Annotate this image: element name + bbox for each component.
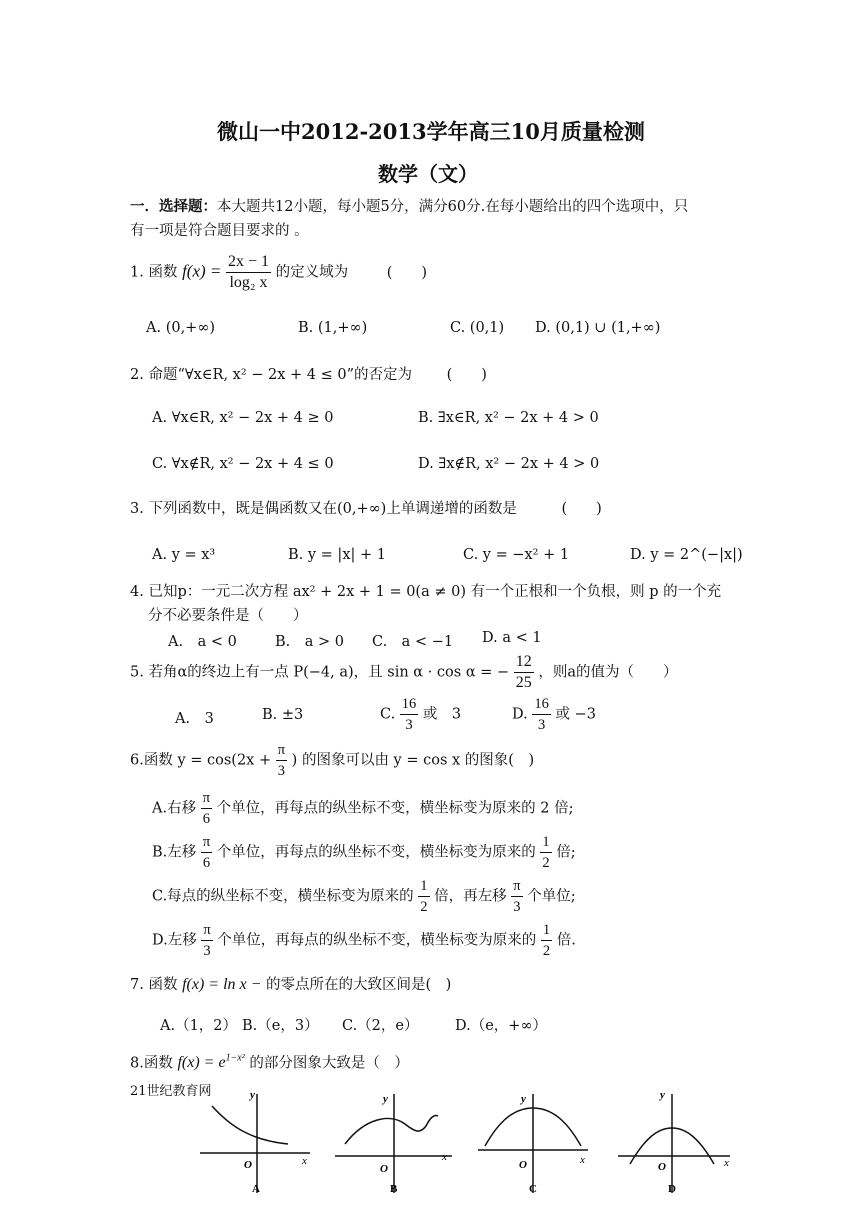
graph-c bbox=[478, 1093, 588, 1195]
q5-option-b: B. ±3 bbox=[262, 707, 304, 723]
q6-post: ) 的图象可以由 y = cos x 的图象( ) bbox=[291, 752, 535, 769]
q3-option-a: A. y = x³ bbox=[152, 547, 216, 563]
q7-pre: 函数 bbox=[148, 977, 178, 993]
q3-option-c: C. y = −x² + 1 bbox=[463, 547, 570, 563]
q6b-fd: 2 bbox=[542, 855, 550, 871]
q6-option-a bbox=[152, 788, 573, 829]
q6c-fn: 1 bbox=[418, 876, 429, 897]
q6-option-d bbox=[152, 920, 576, 961]
graph-b-x-label: x bbox=[442, 1151, 447, 1163]
q8-fx-base: f(x) = e bbox=[177, 1054, 226, 1072]
q6b-mid: 个单位，再每点的纵坐标不变，横坐标变为原来的 bbox=[216, 844, 536, 861]
q5-frac-den: 25 bbox=[515, 674, 532, 691]
q6-frac-num: π bbox=[276, 740, 287, 761]
graph-d-label: D bbox=[668, 1183, 676, 1195]
q2-option-c: C. ∀x∉R, x² − 2x + 4 ≤ 0 bbox=[152, 456, 334, 472]
q2-paren: ( ) bbox=[446, 367, 487, 383]
q6d-num: π bbox=[201, 920, 212, 941]
q6a-post: 个单位，再每点的纵坐标不变，横坐标变为原来的 2 倍; bbox=[216, 800, 574, 817]
q3-paren: ( ) bbox=[561, 501, 602, 517]
q6c-fd: 2 bbox=[420, 899, 428, 915]
q8-pre: 函数 bbox=[143, 1055, 173, 1072]
q6a-den: 6 bbox=[202, 811, 210, 827]
q6d-post: 倍. bbox=[556, 932, 576, 949]
watermark-text: 21世纪教育网 bbox=[130, 1084, 212, 1099]
q6d-frac bbox=[201, 920, 212, 961]
graph-d-x-label: x bbox=[724, 1157, 729, 1169]
q5-optd-frac bbox=[532, 694, 551, 735]
q6c-pre: C.每点的纵坐标不变，横坐标变为原来的 bbox=[152, 888, 414, 905]
q6d-fn: 1 bbox=[541, 920, 552, 941]
q6c-mid: 倍，再左移 bbox=[434, 888, 507, 905]
q5-frac-num: 12 bbox=[514, 652, 534, 673]
figure-graphs bbox=[190, 1088, 750, 1198]
q5-post: ，则a的值为（ ） bbox=[538, 664, 678, 681]
q2-option-d: D. ∃x∉R, x² − 2x + 4 > 0 bbox=[418, 456, 600, 472]
question-6 bbox=[130, 740, 534, 781]
graph-d bbox=[618, 1089, 730, 1195]
q5-optd-post: 或 −3 bbox=[555, 706, 596, 723]
q4-option-b: B. a > 0 bbox=[275, 634, 345, 650]
q6d-fd: 2 bbox=[542, 943, 551, 959]
graph-c-y-label: y bbox=[521, 1093, 526, 1105]
graph-a-y-label: y bbox=[250, 1089, 255, 1101]
q5-optd-den: 3 bbox=[537, 717, 546, 733]
q6d-pre: D.左移 bbox=[152, 932, 197, 949]
q3-number: 3. bbox=[130, 501, 144, 517]
q6-frac-den: 3 bbox=[277, 763, 286, 779]
section-desc-line2: 有一项是符合题目要求的 。 bbox=[130, 223, 309, 239]
q1-number: 1. bbox=[130, 264, 144, 281]
q7-fx: f(x) = ln x − bbox=[182, 976, 262, 993]
question-3 bbox=[130, 500, 602, 518]
q1-fraction bbox=[226, 252, 271, 293]
q7-number: 7. bbox=[130, 977, 144, 993]
q6b-fn: 1 bbox=[540, 832, 551, 853]
graph-a-label: A bbox=[252, 1183, 260, 1195]
graph-c-x-label: x bbox=[580, 1154, 585, 1166]
graph-a-x-label: x bbox=[302, 1155, 307, 1167]
q1-paren: ( ) bbox=[386, 264, 428, 281]
q6b-pre: B.左移 bbox=[152, 844, 197, 861]
q6-option-c bbox=[152, 876, 576, 917]
graph-a-origin: O bbox=[244, 1159, 252, 1171]
exam-title: 微山一中2012-2013学年高三10月质量检测 bbox=[217, 119, 645, 144]
q2-text: 命题“∀x∈R, x² − 2x + 4 ≤ 0”的否定为 bbox=[148, 367, 413, 383]
q6d-den: 3 bbox=[203, 943, 211, 959]
graph-c-label: C bbox=[529, 1183, 537, 1195]
question-5 bbox=[130, 652, 678, 693]
q8-fx-exp: 1−x² bbox=[225, 1053, 245, 1064]
q7-post: 的零点所在的大致区间是( ) bbox=[266, 977, 452, 993]
q6-number: 6. bbox=[130, 752, 144, 769]
question-8 bbox=[130, 1050, 409, 1072]
q5-option-d bbox=[512, 694, 596, 735]
q6c-den: 3 bbox=[513, 899, 521, 915]
q5-number: 5. bbox=[130, 664, 144, 681]
q1-option-a: A. (0,+∞) bbox=[146, 320, 216, 336]
q5-optc-frac bbox=[400, 694, 419, 735]
q6a-frac bbox=[201, 788, 212, 829]
q7-option-c: C.（2，e） bbox=[342, 1018, 419, 1034]
q3-text: 下列函数中，既是偶函数又在(0,+∞)上单调递增的函数是 bbox=[148, 501, 517, 517]
q6d-mid: 个单位，再每点的纵坐标不变，横坐标变为原来的 bbox=[217, 932, 537, 949]
q6c-frac bbox=[418, 876, 429, 917]
q1-pre: 函数 bbox=[148, 264, 178, 281]
q6a-pre: A.右移 bbox=[152, 800, 197, 817]
question-7 bbox=[130, 976, 451, 994]
q6d-frac2 bbox=[541, 920, 552, 961]
graph-d-origin: O bbox=[658, 1161, 666, 1173]
q1-frac-num: 2x − 1 bbox=[226, 252, 271, 273]
q6b-num: π bbox=[201, 832, 212, 853]
q5-optc-post: 或 3 bbox=[422, 706, 462, 723]
q8-number: 8. bbox=[130, 1055, 144, 1072]
q6c-num: π bbox=[511, 876, 522, 897]
graph-b-y-label: y bbox=[383, 1093, 388, 1105]
q5-optd-pre: D. bbox=[512, 706, 528, 723]
q5-option-c bbox=[380, 694, 461, 735]
graph-b-curve bbox=[345, 1115, 438, 1144]
q2-number: 2. bbox=[130, 367, 144, 383]
q6b-frac bbox=[201, 832, 212, 873]
graph-b-origin: O bbox=[380, 1163, 388, 1175]
q5-optc-num: 16 bbox=[400, 694, 419, 715]
q4-line2: 分不必要条件是（ ） bbox=[148, 608, 308, 624]
q6-pre: 函数 y = cos(2x + bbox=[143, 752, 272, 769]
q2-option-b: B. ∃x∈R, x² − 2x + 4 > 0 bbox=[418, 410, 599, 426]
q5-pre: 若角α的终边上有一点 P(−4, a)，且 sin α · cos α = − bbox=[148, 664, 510, 681]
q6-option-b bbox=[152, 832, 576, 873]
q4-line1: 已知p：一元二次方程 ax² + 2x + 1 = 0(a ≠ 0) 有一个正根和一个负根，则 p 的一个充 bbox=[148, 584, 722, 600]
q5-option-a: A. 3 bbox=[175, 711, 214, 727]
q6b-den: 6 bbox=[202, 855, 211, 871]
q5-fraction bbox=[514, 652, 534, 693]
q8-fx bbox=[177, 1054, 244, 1071]
q1-post: 的定义域为 bbox=[275, 264, 349, 281]
q2-option-a: A. ∀x∈R, x² − 2x + 4 ≥ 0 bbox=[152, 410, 334, 426]
graph-b-label: B bbox=[390, 1183, 398, 1195]
q5-optd-num: 16 bbox=[532, 694, 551, 715]
q6c-frac2 bbox=[511, 876, 522, 917]
q1-option-d: D. (0,1) ∪ (1,+∞) bbox=[535, 320, 661, 336]
q6b-post: 倍; bbox=[556, 844, 576, 861]
q5-optc-den: 3 bbox=[405, 717, 413, 733]
q7-option-b: B.（e，3） bbox=[242, 1018, 319, 1034]
section-desc-line1: 本大题共12小题，每小题5分，满分60分.在每小题给出的四个选项中，只 bbox=[217, 199, 689, 215]
exam-subtitle: 数学（文） bbox=[378, 162, 478, 186]
q1-option-b: B. (1,+∞) bbox=[298, 320, 368, 336]
q6a-num: π bbox=[201, 788, 212, 809]
q6-fraction bbox=[276, 740, 287, 781]
q8-post: 的部分图象大致是（ ） bbox=[249, 1055, 409, 1072]
q4-option-d: D. a < 1 bbox=[482, 630, 542, 646]
q1-frac-den: log₂ x bbox=[229, 274, 268, 291]
graph-b bbox=[335, 1093, 452, 1195]
q4-number: 4. bbox=[130, 584, 144, 600]
q7-option-d: D.（e，+∞） bbox=[455, 1018, 548, 1034]
question-2 bbox=[130, 366, 487, 384]
q6b-frac2 bbox=[540, 832, 551, 873]
section-description bbox=[130, 198, 688, 216]
graph-c-origin: O bbox=[519, 1159, 527, 1171]
q4-option-c: C. a < −1 bbox=[372, 634, 454, 650]
question-1 bbox=[130, 252, 427, 293]
graph-a-curve bbox=[212, 1106, 288, 1144]
q4-option-a: A. a < 0 bbox=[168, 634, 237, 650]
graph-a bbox=[200, 1089, 310, 1195]
section-label: 一．选择题： bbox=[130, 198, 217, 215]
question-4 bbox=[130, 583, 721, 601]
q5-optc-pre: C. bbox=[380, 706, 396, 723]
q3-option-b: B. y = |x| + 1 bbox=[288, 547, 386, 563]
q7-option-a: A.（1，2） bbox=[160, 1018, 238, 1034]
graph-d-y-label: y bbox=[660, 1089, 665, 1101]
q1-option-c: C. (0,1) bbox=[450, 320, 505, 336]
q6c-post: 个单位; bbox=[527, 888, 576, 905]
q1-fx: f(x) = bbox=[182, 261, 222, 281]
q3-option-d: D. y = 2^(−|x|) bbox=[630, 547, 743, 563]
